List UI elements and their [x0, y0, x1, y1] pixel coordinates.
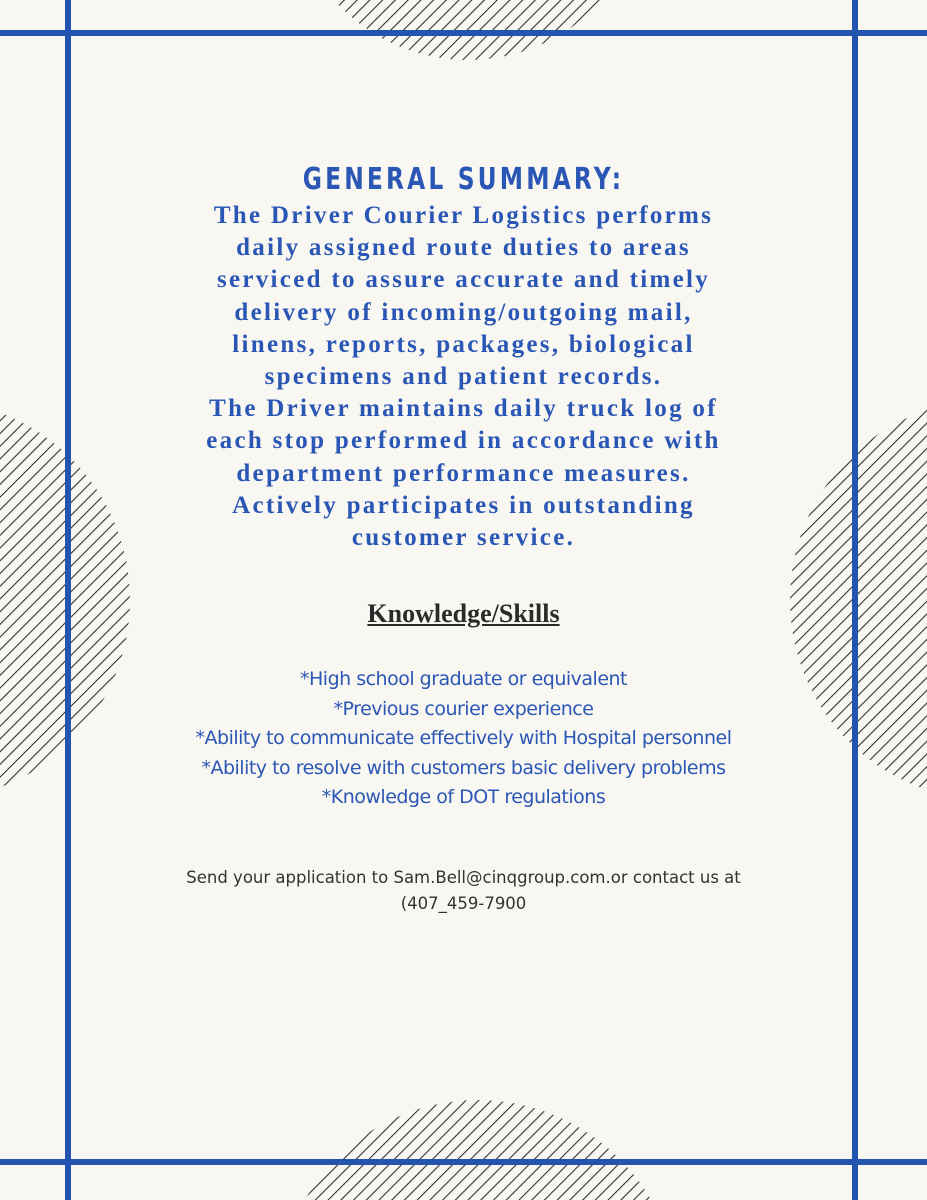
skills-list-item: *Ability to resolve with customers basic delivery problems — [201, 756, 726, 779]
skills-list-item: *Previous courier experience — [333, 697, 594, 720]
summary-line: specimens and patient records. — [264, 363, 663, 391]
general-summary-title: GENERAL SUMMARY: — [302, 162, 625, 197]
summary-line: each stop performed in accordance with — [206, 427, 721, 455]
skills-list-item: *Knowledge of DOT regulations — [321, 786, 606, 809]
contact-line: Send your application to Sam.Bell@cinqgroup.com.or contact us at — [186, 867, 741, 887]
hatched-circle-right — [790, 400, 927, 800]
knowledge-skills-heading: Knowledge/Skills — [367, 599, 560, 629]
contact-line: (407_459-7900 — [400, 893, 527, 913]
frame-line-left — [65, 0, 71, 1200]
document-content — [150, 160, 777, 917]
hatched-circle-bottom — [278, 1100, 678, 1200]
frame-line-bottom — [0, 1159, 927, 1165]
summary-line: Actively participates in outstanding — [232, 491, 695, 519]
summary-line: customer service. — [351, 524, 576, 552]
contact-info — [150, 865, 777, 917]
frame-line-top — [0, 30, 927, 36]
summary-line: The Driver maintains daily truck log of — [209, 395, 718, 423]
skills-list — [150, 665, 777, 813]
summary-paragraph — [150, 200, 777, 554]
skills-list-item: *Ability to communicate effectively with Hospital personnel — [195, 727, 732, 750]
summary-line: daily assigned route duties to areas — [236, 234, 691, 262]
summary-line: The Driver Courier Logistics performs — [213, 202, 714, 229]
summary-line: serviced to assure accurate and timely — [216, 266, 711, 294]
skills-list-item: *High school graduate or equivalent — [300, 668, 627, 691]
frame-line-right — [852, 0, 858, 1200]
summary-line: department performance measures. — [236, 459, 691, 487]
summary-line: linens, reports, packages, biological — [232, 330, 695, 358]
summary-line: delivery of incoming/outgoing mail, — [234, 298, 693, 326]
